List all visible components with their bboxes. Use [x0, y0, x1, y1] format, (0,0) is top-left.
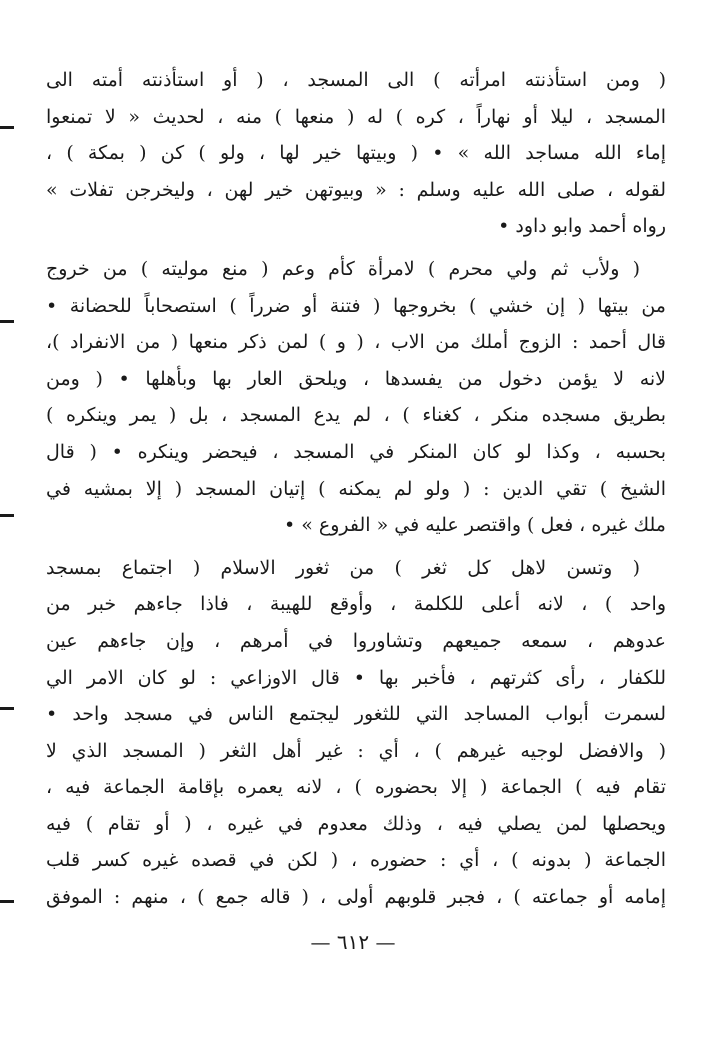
text-line: تقام فيه ) الجماعة ( إلا بحضوره ) ، لانه يعمره بإقامة الجماعة فيه ،	[46, 776, 666, 799]
text-line: ملك غيره ، فعل ) واقتصر عليه في « الفروع » •	[283, 514, 666, 537]
scan-edge-mark	[0, 320, 14, 323]
text-line: قال أحمد : الزوج أملك من الاب ، ( و ) لمن ذكر منعها ( من الانفراد )،	[46, 331, 666, 354]
scan-edge-mark	[0, 514, 14, 517]
text-line: من بيتها ( إن خشي ) بخروجها ( فتنة أو ضرراً ) استصحاباً للحضانة •	[46, 294, 666, 317]
text-line: لسمرت أبواب المساجد التي للثغور ليجتمع الناس في مسجد واحد •	[46, 703, 666, 726]
text-line: ( ومن استأذنته امرأته ) الى المسجد ، ( أو استأذنته أمته الى	[46, 69, 666, 91]
text-line: الشيخ ) تقي الدين : ( ولو لم يمكنه ) إتيان المسجد ( إلا بمشيه في	[46, 477, 666, 500]
text-line: لانه لا يؤمن دخول من يفسدها ، ويلحق العار بها وبأهلها • ( ومن	[46, 367, 666, 390]
scan-edge-mark	[0, 126, 14, 129]
text-line: عدوهم ، سمعه جميعهم وتشاوروا في أمرهم ، وإن جاءهم عين	[46, 629, 666, 652]
text-line: بحسبه ، وكذا لو كان المنكر في المسجد ، فيحضر وينكره • ( قال	[46, 440, 666, 463]
text-line: رواه أحمد وابو داود •	[498, 215, 666, 238]
body-text	[46, 62, 666, 916]
page-number: — ٦١٢ —	[310, 930, 396, 954]
text-line: للكفار ، رأى كثرتهم ، فأخبر بها • قال الاوزاعي : لو كان الامر الي	[46, 666, 666, 689]
text-line: ( والافضل لوجيه غيرهم ) ، أي : غير أهل الثغر ( المسجد الذي لا	[46, 739, 666, 762]
text-line: بطريق مسجده منكر ، كغناء ) ، لم يدع المسجد ، بل ( يمر وينكره )	[46, 404, 666, 427]
scan-edge-mark	[0, 900, 14, 903]
text-line: إمامه أو جماعته ) ، فجبر قلوبهم أولى ، ( قاله جمع ) ، منهم : الموفق	[46, 886, 666, 909]
scan-edge-mark	[0, 707, 14, 710]
text-line: ( ولأب ثم ولي محرم ) لامرأة كأم وعم ( منع موليته ) من خروج	[46, 257, 640, 280]
text-line: لقوله ، صلى الله عليه وسلم : « وبيوتهن خير لهن ، وليخرجن تفلات »	[46, 178, 666, 201]
text-line: واحد ) ، لانه أعلى للكلمة ، وأوقع للهيبة ، فاذا جاءهم خبر من	[46, 593, 666, 616]
text-line: إماء الله مساجد الله » • ( وبيتها خير لها ، ولو ) كن ( بمكة ) ،	[46, 142, 666, 165]
text-line: الجماعة ( بدونه ) ، أي : حضوره ، ( لكن في قصده غيره كسر قلب	[46, 849, 666, 872]
text-line: المسجد ، ليلا أو نهاراً ، كره ) له ( منعها ) منه ، لحديث « لا تمنعوا	[46, 105, 666, 128]
text-line: ( وتسن لاهل كل ثغر ) من ثغور الاسلام ( اجتماع بمسجد	[46, 556, 640, 579]
text-line: ويحصلها لمن يصلي فيه ، وذلك معدوم في غيره ، ( أو تقام ) فيه	[46, 812, 666, 835]
